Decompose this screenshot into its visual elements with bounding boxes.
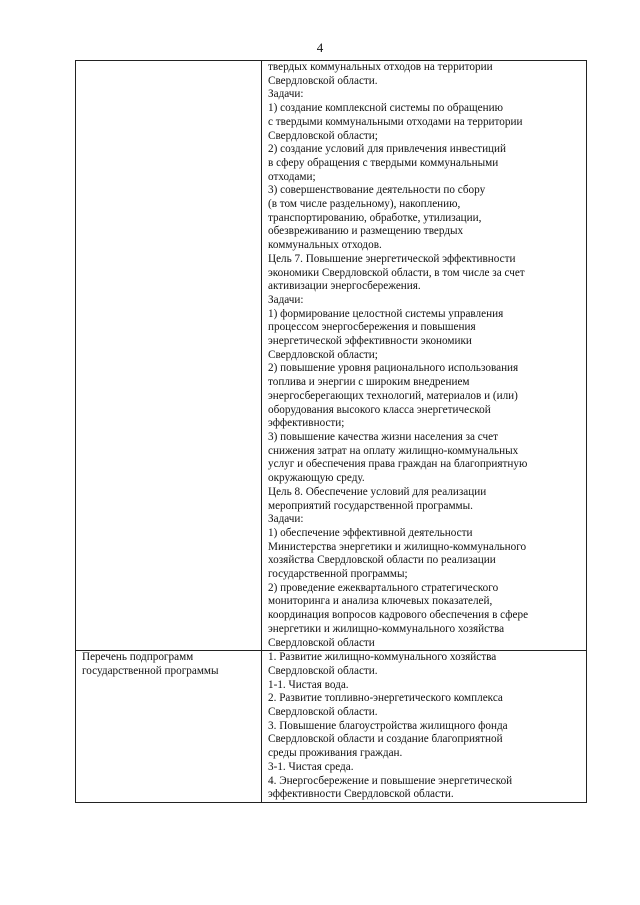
text-line: окружающую среду. (268, 472, 365, 485)
text-line: эффективности Свердловской области. (268, 788, 454, 801)
text-line: энергосберегающих технологий, материалов и (или) (268, 389, 518, 402)
page-number: 4 (316, 40, 324, 55)
text-line: 3) совершенствование деятельности по сбору (268, 184, 486, 197)
table-row (76, 61, 587, 651)
text-line: 2) повышение уровня рационального использования (268, 362, 519, 375)
text-line: оборудования высокого класса энергетической (268, 403, 491, 416)
text-line: снижения затрат на оплату жилищно-коммунальных (268, 444, 519, 457)
text-line: обезвреживанию и размещению твердых (268, 225, 464, 238)
text-line: 3. Повышение благоустройства жилищного фонда (268, 719, 508, 732)
text-line: координация вопросов кадрового обеспечения в сфере (268, 609, 529, 622)
text-line: 3-1. Чистая среда. (268, 760, 354, 773)
text-line: транспортированию, обработке, утилизации, (268, 211, 482, 224)
text-line: твердых коммунальных отходов на территории (268, 61, 493, 73)
text-line: Свердловской области. (268, 664, 378, 677)
text-line: в сферу обращения с твердыми коммунальными (268, 156, 499, 169)
row-content-cell (262, 61, 587, 651)
text-line: мониторинга и анализа ключевых показателей, (268, 595, 493, 608)
text-line: активизации энергосбережения. (268, 280, 421, 293)
text-line: с твердыми коммунальными отходами на территории (268, 115, 523, 128)
text-line: Задачи: (268, 88, 304, 101)
table-row (76, 651, 587, 803)
text-line: среды проживания граждан. (268, 747, 403, 760)
text-line: услуг и обеспечения права граждан на благоприятную (268, 458, 528, 471)
text-line: Задачи: (268, 293, 304, 306)
text-line: энергетической эффективности экономики (268, 335, 472, 348)
text-line: Свердловской области; (268, 348, 378, 361)
text-line: энергетики и жилищно-коммунального хозяйства (268, 622, 505, 635)
text-line: Свердловской области. (268, 74, 378, 87)
text-line: экономики Свердловской области, в том числе за счет (268, 266, 525, 279)
text-line: Свердловской области. (268, 706, 378, 719)
text-line: 2) создание условий для привлечения инвестиций (268, 143, 507, 156)
text-line: 1-1. Чистая вода. (268, 678, 349, 691)
text-line: топлива и энергии с широким внедрением (268, 376, 470, 389)
text-line: отходами; (268, 170, 316, 183)
text-line: хозяйства Свердловской области по реализации (268, 554, 496, 567)
text-line: Свердловской области и создание благоприятной (268, 733, 503, 746)
text-line: 2) проведение ежеквартального стратегического (268, 581, 499, 594)
row-label-cell (76, 61, 262, 651)
row-label-cell (76, 651, 262, 803)
text-line: коммунальных отходов. (268, 239, 382, 252)
text-line: 1) формирование целостной системы управления (268, 307, 504, 320)
row-content-cell (262, 651, 587, 803)
text-line: Свердловской области; (268, 129, 378, 142)
text-line: процессом энергосбережения и повышения (268, 321, 476, 334)
text-line: Перечень подпрограмм (82, 651, 194, 664)
text-line: 3) повышение качества жизни населения за счет (268, 430, 499, 443)
text-line: 1. Развитие жилищно-коммунального хозяйства (268, 651, 497, 664)
text-line: 2. Развитие топливно-энергетического комплекса (268, 692, 503, 705)
text-line: Свердловской области (268, 636, 375, 649)
text-line: мероприятий государственной программы. (268, 499, 473, 512)
text-line: Цель 7. Повышение энергетической эффективности (268, 252, 516, 265)
text-line: государственной программы; (268, 568, 408, 581)
text-line: Министерства энергетики и жилищно-коммунального (268, 540, 527, 553)
text-line: 4. Энергосбережение и повышение энергетической (268, 774, 513, 787)
text-line: государственной программы (82, 664, 219, 677)
text-line: (в том числе раздельному), накоплению, (268, 198, 461, 211)
text-line: 1) обеспечение эффективной деятельности (268, 526, 473, 539)
text-line: 1) создание комплексной системы по обращению (268, 102, 503, 115)
text-line: Задачи: (268, 513, 304, 526)
text-line: Цель 8. Обеспечение условий для реализации (268, 485, 487, 498)
program-passport-table (75, 60, 587, 803)
text-line: эффективности; (268, 417, 345, 430)
